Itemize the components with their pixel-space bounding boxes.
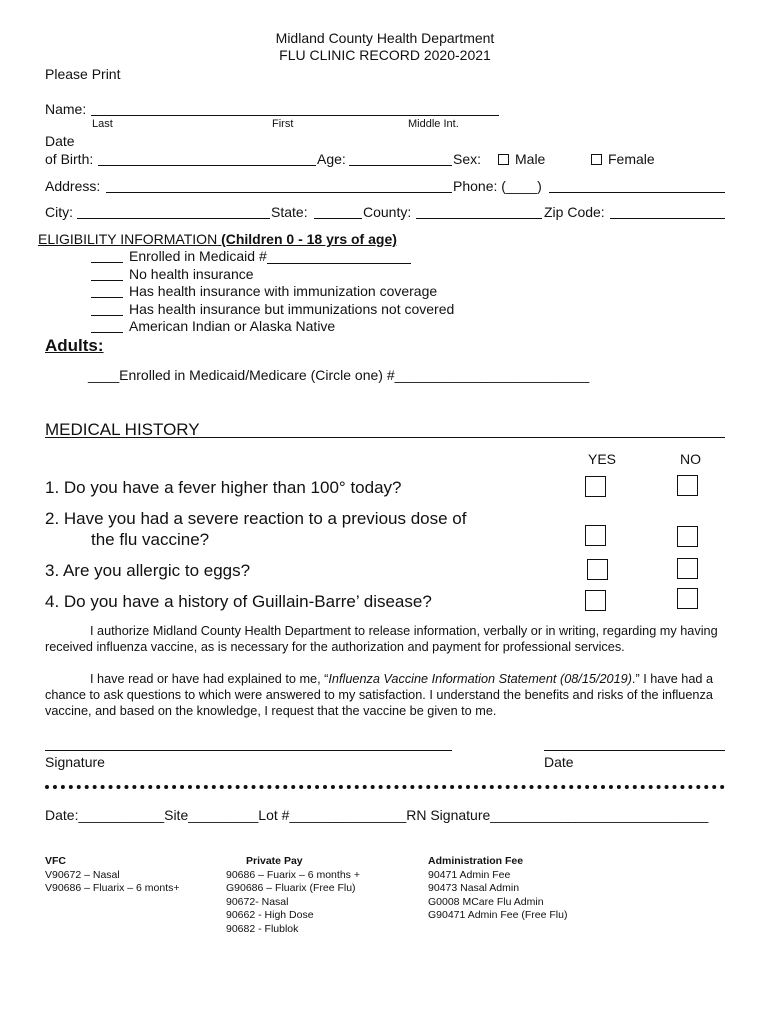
administration-fee-column	[428, 855, 567, 923]
zip-label: Zip Code:	[544, 204, 605, 220]
fee-item: G90686 – Fluarix (Free Flu)	[226, 882, 356, 894]
fee-item: 90672- Nasal	[226, 895, 289, 908]
fee-item: 90682 - Flublok	[226, 922, 299, 935]
fee-item: 90471 Admin Fee	[428, 868, 511, 881]
question-eggs: 3. Are you allergic to eggs?	[45, 561, 251, 580]
male-checkbox-icon[interactable]	[498, 154, 509, 165]
signature-label: Signature	[45, 754, 105, 770]
fever-yes-checkbox[interactable]	[585, 476, 606, 497]
guillain-barre-yes-checkbox[interactable]	[585, 590, 606, 611]
fever-no-checkbox[interactable]	[677, 475, 698, 496]
fee-item: 90662 - High Dose	[226, 909, 314, 921]
eligibility-blank[interactable]	[91, 303, 123, 316]
adults-heading: Adults:	[45, 336, 104, 355]
eligibility-title: ELIGIBILITY INFORMATION	[38, 231, 218, 247]
signature-date-line[interactable]	[544, 750, 725, 751]
dob-field[interactable]	[98, 165, 316, 166]
vfc-column	[45, 855, 180, 896]
first-name-caption: First	[272, 118, 294, 130]
medicaid-number-field[interactable]	[267, 249, 411, 264]
guillain-barre-no-checkbox[interactable]	[677, 588, 698, 609]
male-label: Male	[515, 151, 546, 167]
date-label: Date	[45, 133, 75, 149]
middle-initial-caption: Middle Int.	[408, 118, 459, 130]
last-name-caption: Last	[92, 118, 113, 130]
fee-item: V90686 – Fluarix – 6 monts+	[45, 882, 180, 894]
state-label: State:	[271, 204, 308, 220]
medical-history-rule	[45, 437, 725, 438]
zip-field[interactable]	[610, 218, 725, 219]
eligibility-blank[interactable]	[91, 268, 123, 281]
consent-release-paragraph: I authorize Midland County Health Department to release information, verbally or in writing, regarding my having received influenza vaccine, as is necessary for the authorization and payment for professional services.	[45, 624, 718, 654]
name-field[interactable]	[91, 115, 499, 116]
vis-title: Influenza Vaccine Information Statement (08/15/2019)	[328, 672, 632, 686]
medical-history-heading: MEDICAL HISTORY	[45, 420, 200, 439]
consent-vis-paragraph: I have read or have had explained to me, “Influenza Vaccine Information Statement (08/15/2019).” I have had a chance to ask questions to which were answered to my satisfaction. I understand the benefits and risks of the influenza vaccine, and based on the knowledge, I request that the vaccine be given to me.	[45, 672, 714, 718]
adults-medicaid-item[interactable]: ____Enrolled in Medicaid/Medicare (Circle one) #_________________________	[88, 367, 590, 383]
fee-item: G90471 Admin Fee (Free Flu)	[428, 909, 568, 921]
female-checkbox-icon[interactable]	[591, 154, 602, 165]
age-label: Age:	[317, 151, 346, 167]
phone-field[interactable]	[549, 192, 725, 193]
state-field[interactable]	[314, 218, 362, 219]
eligibility-item-medicaid: Enrolled in Medicaid #	[91, 248, 411, 264]
fee-item: 90686 – Fuarix – 6 months +	[226, 868, 360, 881]
children-age-note: (Children 0 - 18 yrs of age)	[221, 231, 397, 247]
private-pay-column	[226, 855, 360, 936]
phone-label: Phone: (____)	[453, 178, 542, 194]
vfc-heading: VFC	[45, 855, 66, 867]
dob-label: of Birth:	[45, 151, 94, 167]
private-pay-heading: Private Pay	[246, 855, 303, 867]
administration-fee-heading: Administration Fee	[428, 855, 524, 867]
please-print-note: Please Print	[45, 66, 121, 82]
eligibility-item-no-insurance: No health insurance	[91, 266, 254, 282]
eligibility-item-covered: Has health insurance with immunization coverage	[91, 283, 437, 299]
eligibility-heading	[38, 231, 397, 247]
signature-date-label: Date	[544, 754, 574, 770]
fee-item: V90672 – Nasal	[45, 868, 120, 881]
reaction-yes-checkbox[interactable]	[585, 525, 606, 546]
sex-label: Sex:	[453, 151, 482, 167]
question-reaction-cont: the flu vaccine?	[91, 530, 210, 549]
office-use-divider	[45, 785, 725, 789]
city-label: City:	[45, 204, 73, 220]
yes-column-label: YES	[588, 451, 617, 467]
no-column-label: NO	[680, 451, 701, 467]
female-option[interactable]	[591, 151, 655, 167]
eligibility-blank[interactable]	[91, 250, 123, 263]
fee-item: G0008 MCare Flu Admin	[428, 895, 544, 908]
eligibility-blank[interactable]	[91, 320, 123, 333]
female-label: Female	[608, 151, 655, 167]
question-reaction: 2. Have you had a severe reaction to a previous dose of	[45, 509, 467, 528]
record-title: FLU CLINIC RECORD 2020-2021	[279, 47, 491, 63]
question-fever: 1. Do you have a fever higher than 100° today?	[45, 478, 402, 497]
question-guillain-barre: 4. Do you have a history of Guillain-Barre’ disease?	[45, 592, 432, 611]
address-field[interactable]	[106, 192, 452, 193]
eligibility-item-native: American Indian or Alaska Native	[91, 318, 335, 334]
signature-line[interactable]	[45, 750, 452, 751]
reaction-no-checkbox[interactable]	[677, 526, 698, 547]
eligibility-item-not-covered: Has health insurance but immunizations not covered	[91, 301, 454, 317]
name-label: Name:	[45, 101, 87, 117]
department-title: Midland County Health Department	[275, 30, 495, 46]
eggs-yes-checkbox[interactable]	[587, 559, 608, 580]
male-option[interactable]	[498, 151, 545, 167]
age-field[interactable]	[349, 165, 452, 166]
county-field[interactable]	[416, 218, 542, 219]
city-field[interactable]	[77, 218, 270, 219]
address-label: Address:	[45, 178, 101, 194]
office-use-line[interactable]: Date:___________Site_________Lot #_______________RN Signature____________________________	[45, 807, 709, 823]
eggs-no-checkbox[interactable]	[677, 558, 698, 579]
fee-item: 90473 Nasal Admin	[428, 882, 520, 894]
county-label: County:	[363, 204, 412, 220]
eligibility-blank[interactable]	[91, 285, 123, 298]
